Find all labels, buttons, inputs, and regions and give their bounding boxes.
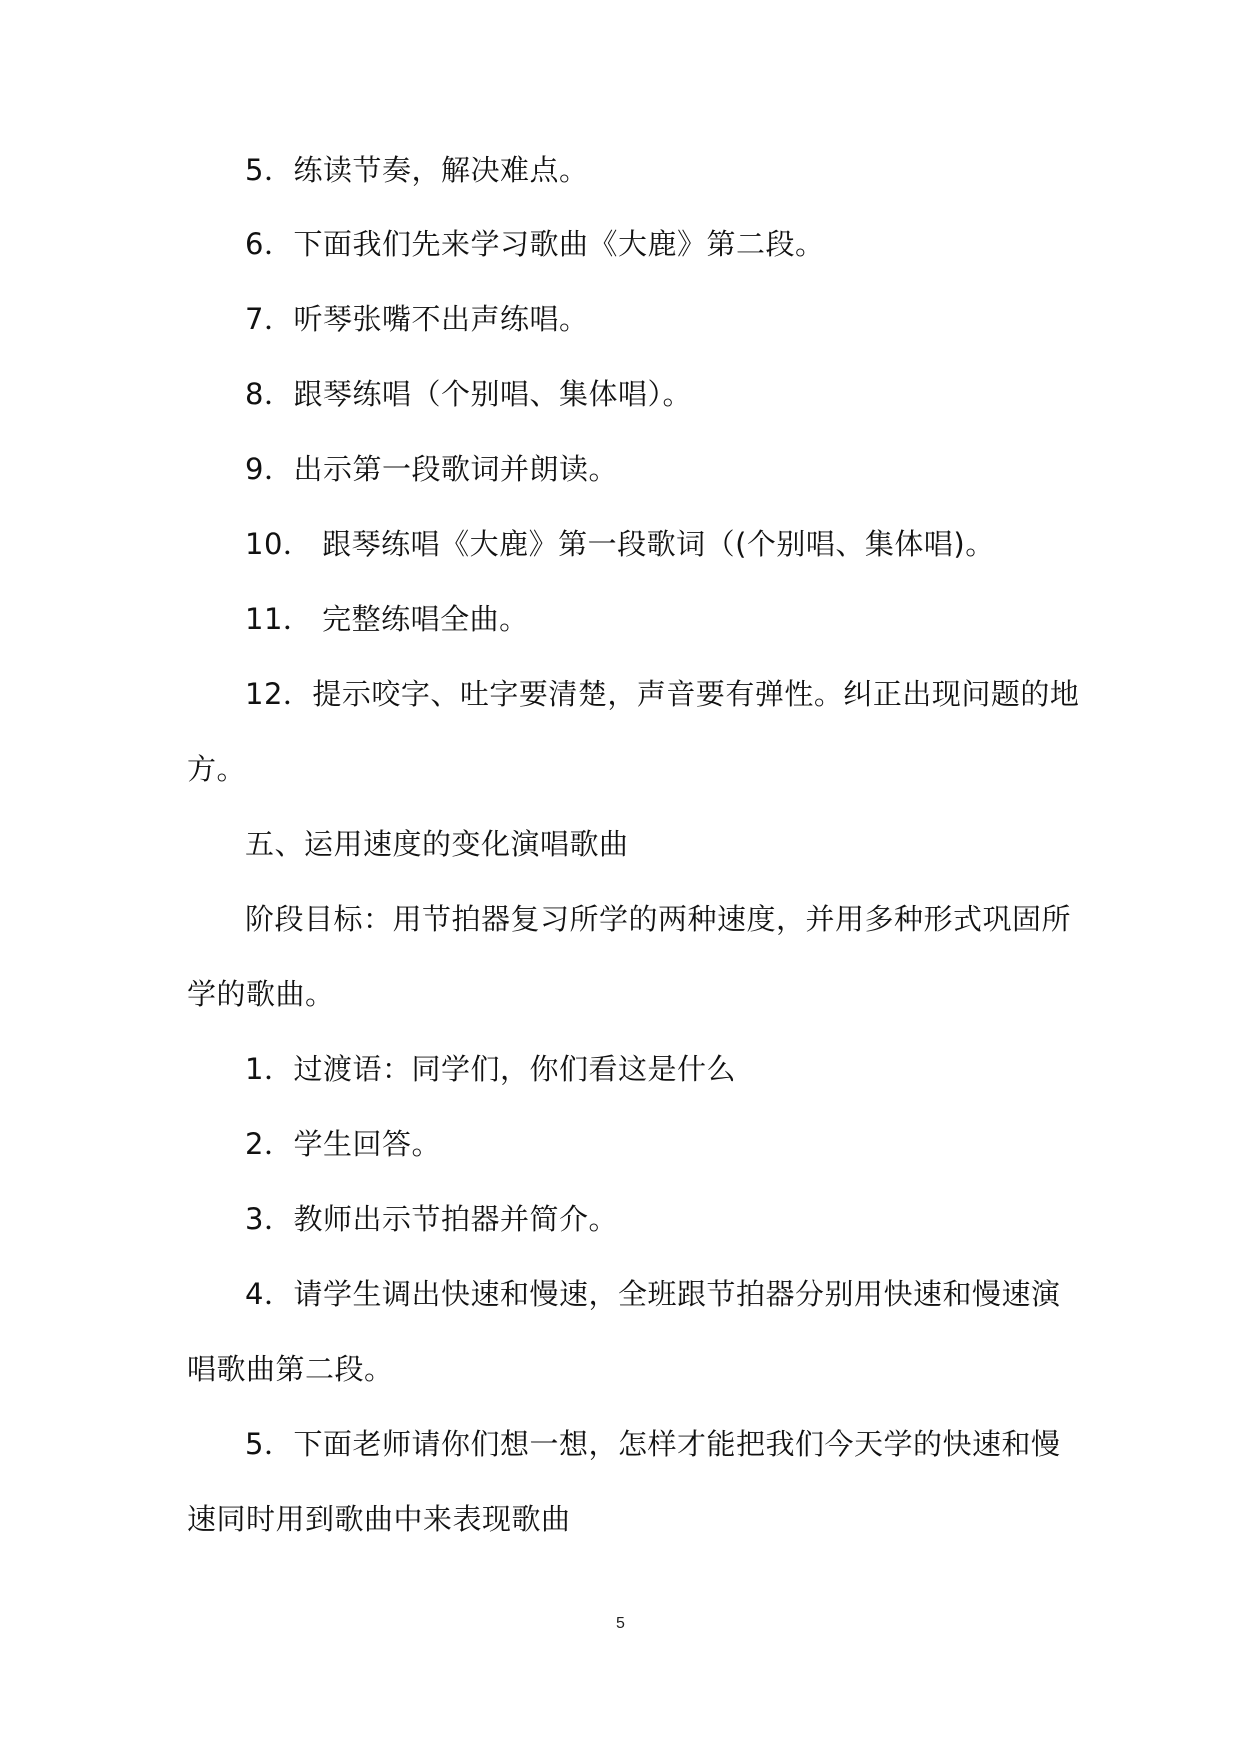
section-heading: 五、运用速度的变化演唱歌曲 <box>245 827 629 861</box>
item-1-text: 1．过渡语：同学们，你们看这是什么 <box>245 1052 736 1086</box>
stage-goal-continuation: 学的歌曲。 <box>187 977 335 1011</box>
step-7-text: 7．听琴张嘴不出声练唱。 <box>245 302 589 336</box>
step-10-text: 10． 跟琴练唱《大鹿》第一段歌词（(个别唱、集体唱)。 <box>245 527 995 561</box>
item-4-continuation: 唱歌曲第二段。 <box>187 1352 394 1386</box>
item-3-text: 3．教师出示节拍器并简介。 <box>245 1202 618 1236</box>
step-8-text: 8．跟琴练唱（个别唱、集体唱）。 <box>245 377 692 411</box>
step-12-continuation: 方。 <box>187 752 247 786</box>
step-11-text: 11． 完整练唱全曲。 <box>245 602 529 636</box>
step-9-text: 9．出示第一段歌词并朗读。 <box>245 452 618 486</box>
item-2-text: 2．学生回答。 <box>245 1127 441 1161</box>
step-6-text: 6．下面我们先来学习歌曲《大鹿》第二段。 <box>245 227 825 261</box>
item-5-text: 5．下面老师请你们想一想，怎样才能把我们今天学的快速和慢 <box>245 1427 1061 1461</box>
page-number: 5 <box>616 1615 625 1632</box>
stage-goal-text: 阶段目标：用节拍器复习所学的两种速度，并用多种形式巩固所 <box>245 902 1072 936</box>
item-4-text: 4．请学生调出快速和慢速，全班跟节拍器分别用快速和慢速演 <box>245 1277 1061 1311</box>
step-5-text: 5．练读节奏，解决难点。 <box>245 153 589 187</box>
step-12-text: 12．提示咬字、吐字要清楚，声音要有弹性。纠正出现问题的地 <box>245 677 1080 711</box>
item-5-continuation: 速同时用到歌曲中来表现歌曲 <box>187 1502 571 1536</box>
